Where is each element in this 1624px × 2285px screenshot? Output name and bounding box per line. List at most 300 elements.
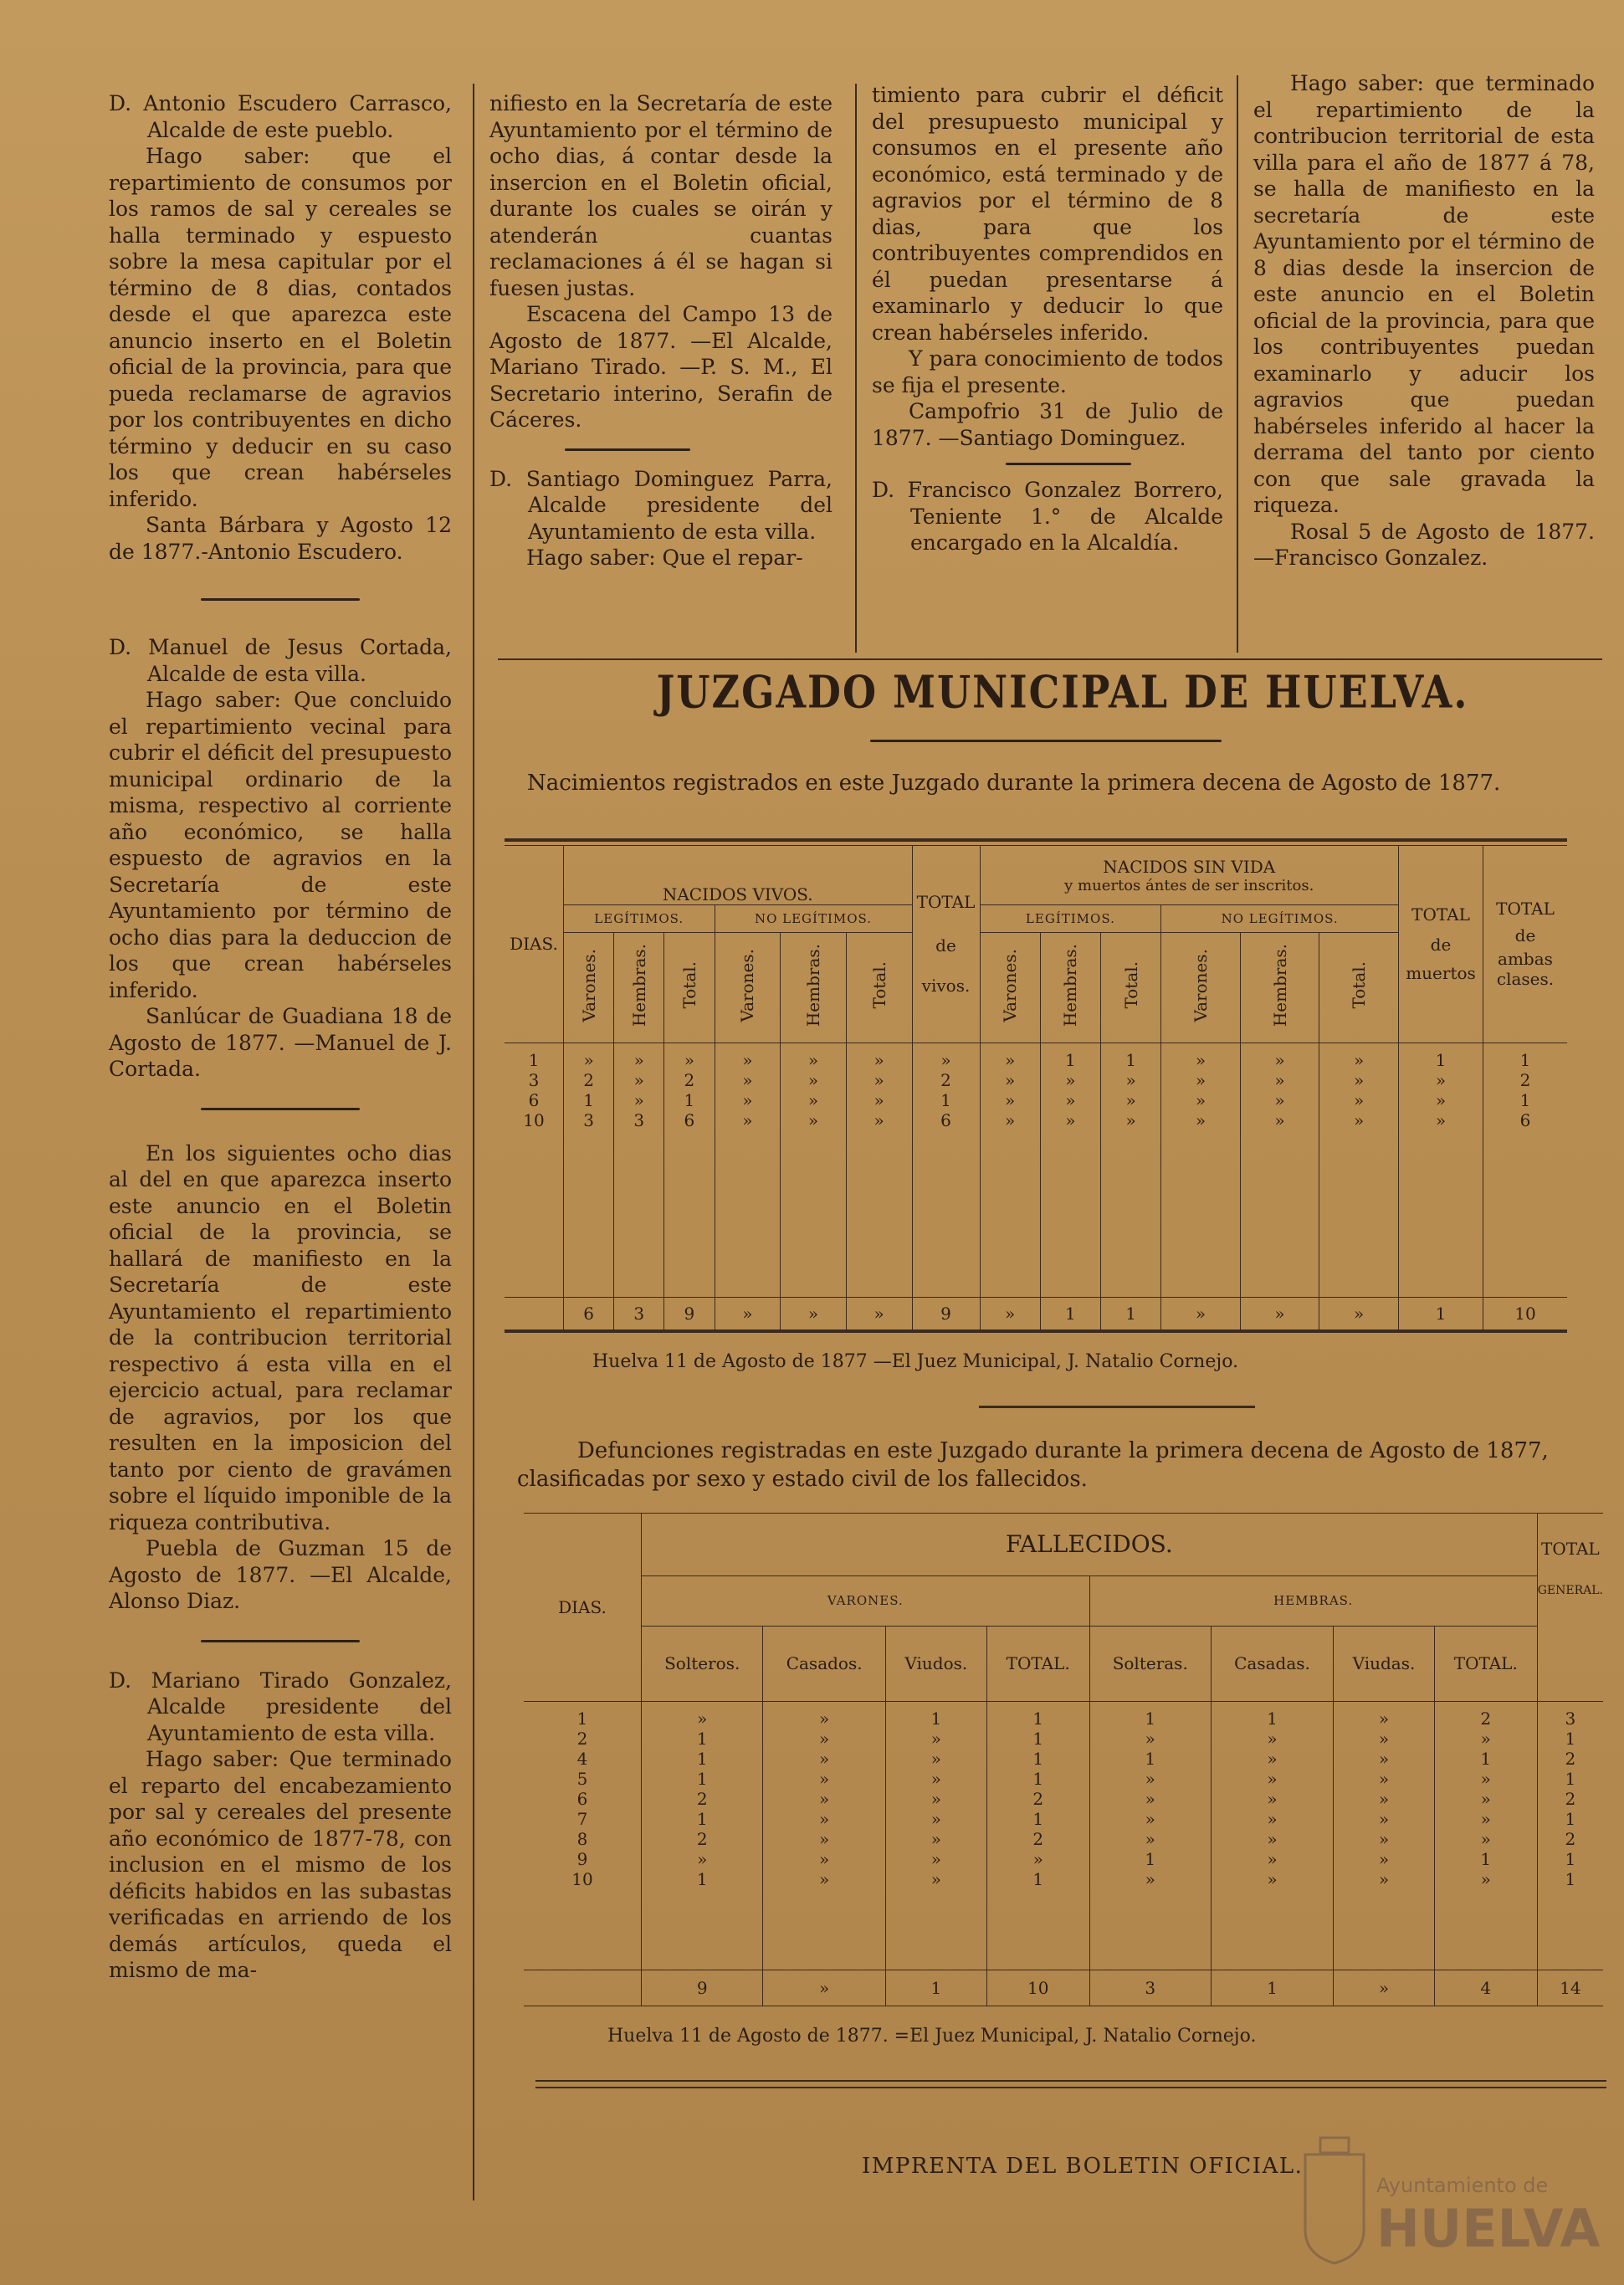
table-cell-value: 1 (684, 1089, 695, 1110)
header-no-legitimos: NO LEGÍTIMOS. (715, 905, 912, 933)
table-cell-value: 3 (1565, 1708, 1576, 1729)
table-cell-value: » (940, 1049, 951, 1070)
notice-tirado (109, 1668, 452, 1984)
header-total-line: TOTAL (916, 892, 976, 913)
separator-rule (565, 448, 690, 451)
seal-text-line1: Ayuntamiento de (1376, 2174, 1549, 2197)
table-cell-value: » (1005, 1089, 1016, 1110)
column-divider (855, 84, 857, 653)
seal-text-line2: HUELVA (1376, 2198, 1601, 2259)
subheader-label: Varones. (737, 948, 758, 1022)
header-line: ambas clases. (1496, 949, 1555, 990)
header-no-legitimos: NO LEGÍTIMOS. (1161, 905, 1399, 933)
table-cell-value: 1 (1435, 1049, 1447, 1070)
table-cell-value: 2 (1565, 1788, 1576, 1809)
notice-body: Hago saber: Que concluido el repartimiento vecinal para cubrir el déficit del presupuesto municipal ordinario de la misma, respectivo al corriente año económico, se halla espuesto de agravios en la Secretaría de este Ayuntamiento por término de ocho dias para la deduccion de los que crean habérseles inferido. (109, 688, 452, 1002)
table-cell-value: 6 (1519, 1109, 1531, 1130)
table-cell-value: » (1195, 1049, 1206, 1070)
total-cell: 1 (1040, 1298, 1100, 1330)
table-cell-value: 3 (633, 1109, 645, 1130)
total-cell: 3 (1089, 1970, 1211, 2006)
dia-value: 2 (576, 1728, 588, 1749)
table-cell-value: » (1267, 1728, 1278, 1749)
table-cell-value: 1 (696, 1728, 708, 1749)
table-cell-value: » (1267, 1828, 1278, 1849)
table-cell-value: » (1267, 1868, 1278, 1889)
subheader-label: Varones. (1000, 948, 1021, 1022)
dia-value: 8 (576, 1828, 588, 1849)
separator-rule (201, 598, 360, 601)
table-cell-value: » (819, 1808, 830, 1829)
table-cell-value: 2 (1480, 1708, 1492, 1729)
table-cell-value: 2 (696, 1828, 708, 1849)
total-cell: 1 (1211, 1970, 1333, 2006)
value-column (1161, 1043, 1241, 1298)
table-cell-value: 2 (1032, 1788, 1044, 1809)
header-nacidos-vivos: NACIDOS VIVOS. (564, 846, 913, 905)
notice-paragraph: Y para conocimiento de todos se fija el presente. (872, 346, 1223, 397)
subheader-cell (846, 932, 912, 1043)
subheader-cell: TOTAL. (986, 1626, 1089, 1701)
total-cell: » (846, 1298, 912, 1330)
notice-body: Hago saber: Que terminado el reparto del encabezamiento por sal y cereales del presente año económico de 1877-78, con inclusion en el mismo de los déficits habidos en las subastas verificadas en arriendo de los demás artículos, queda el mismo de ma- (109, 1747, 452, 1982)
table-cell-value: » (1378, 1828, 1390, 1849)
table-cell-value: » (819, 1748, 830, 1769)
table-cell-value: 1 (1032, 1708, 1044, 1729)
total-cell: 14 (1537, 1970, 1603, 2006)
header-legitimos: LEGÍTIMOS. (564, 905, 715, 933)
notice-body: En los siguientes ocho dias al del en que aparezca inserto este anuncio en el Boletin oficial de la provincia, se hallará de manifiesto en la Secretaría de este Ayuntamiento el repartimiento de la contribucion territorial respectivo á esta villa en el ejercicio actual, para reclamar de agravios, por los que resulten en la imposicion del tanto por ciento de gravámen sobre el líquido imponible de la riqueza contributiva. (109, 1140, 452, 1534)
table-cell-value: 2 (1519, 1069, 1531, 1090)
value-column (1089, 1701, 1211, 1970)
table-cell-value: » (697, 1848, 708, 1869)
table-cell-value: » (1065, 1069, 1076, 1090)
subheader-label: Total. (1349, 961, 1370, 1009)
table-cell-value: 1 (696, 1748, 708, 1769)
totals-label-cell (505, 1298, 564, 1330)
table-cell-value: 1 (1032, 1808, 1044, 1829)
table-cell-value: » (1480, 1828, 1491, 1849)
separator-rule (201, 1108, 360, 1110)
subheader-label: Hembras. (802, 944, 823, 1027)
table-cell-value: » (1435, 1109, 1447, 1130)
table-cell-value: » (1354, 1109, 1365, 1130)
total-cell: 1 (1399, 1298, 1483, 1330)
header-sinvida-sub: y muertos ántes de ser inscritos. (1064, 876, 1314, 894)
subheader-label: Hembras. (1060, 944, 1081, 1027)
table-cell-value: » (1195, 1069, 1206, 1090)
subheader-cell (1161, 932, 1241, 1043)
table-cell-value: » (930, 1868, 941, 1889)
section-title: JUZGADO MUNICIPAL DE HUELVA. (656, 665, 1469, 719)
table-cell-value: 2 (1565, 1828, 1576, 1849)
total-cell: 1 (885, 1970, 986, 2006)
value-column (763, 1701, 885, 1970)
header-total-muertos (1399, 846, 1483, 1043)
table-cell-value: » (930, 1728, 941, 1749)
births-footer: Huelva 11 de Agosto de 1877 —El Juez Municipal, J. Natalio Cornejo. (592, 1351, 1239, 1372)
table-cell-value: 1 (1145, 1708, 1156, 1729)
table-cell-value: » (1145, 1808, 1155, 1829)
subheader-label: Varones. (578, 948, 599, 1022)
table-cell-value: » (819, 1828, 830, 1849)
table-cell-value: » (873, 1049, 884, 1070)
table-cell-value: » (742, 1049, 753, 1070)
table-cell-value: » (1145, 1768, 1155, 1789)
table-cell-value: » (1435, 1089, 1447, 1110)
table-cell-value: 2 (684, 1069, 695, 1090)
table-cell-value: 1 (1032, 1768, 1044, 1789)
table-cell-value: 2 (696, 1788, 708, 1809)
notice-signature: Campofrio 31 de Julio de 1877. —Santiago Dominguez. (872, 399, 1223, 450)
value-column (1240, 1043, 1319, 1298)
table-cell-value: 1 (1565, 1768, 1576, 1789)
table-cell-value: » (873, 1109, 884, 1130)
table-cell-value: 1 (1480, 1848, 1492, 1869)
table-cell-value: » (697, 1708, 708, 1729)
header-line: TOTAL (1411, 904, 1470, 925)
value-column (614, 1043, 664, 1298)
subheader-label: Total. (679, 961, 699, 1009)
table-cell-value: 1 (1267, 1708, 1278, 1729)
dia-value: 10 (523, 1109, 545, 1130)
total-cell: » (1334, 1970, 1435, 2006)
header-line: de (1430, 935, 1452, 955)
header-nacidos-sin-vida (980, 846, 1399, 905)
table-cell-value: 1 (696, 1808, 708, 1829)
header-varones: VARONES. (642, 1575, 1090, 1626)
table-cell-value: » (1005, 1109, 1016, 1130)
table-cell-value: » (1274, 1089, 1285, 1110)
header-line: de (1514, 925, 1536, 946)
subheader-cell (664, 932, 715, 1043)
notice-cortada (109, 634, 452, 1083)
column-1 (109, 90, 452, 1992)
dia-value: 3 (528, 1069, 540, 1090)
table-cell-value: » (1435, 1069, 1447, 1090)
notice-escudero (109, 90, 452, 565)
table-cell-value: » (1378, 1848, 1390, 1869)
dias-column (505, 1043, 564, 1298)
section-rule (979, 1406, 1255, 1408)
notice-body: Hago saber: que terminado el repartimiento de la contribucion territorial de esta villa para el año de 1877 á 78, se halla de manifiesto en la secretaría de este Ayuntamiento por el término de 8 dias desde la insercion de este anuncio en el Boletin oficial de la provincia, para que los contribuyentes puedan examinarlo y aducir los agravios que puedan habérseles inferido al hacer la derrama del tanto por ciento con que sale gravada la riqueza. (1253, 71, 1595, 517)
table-cell-value: 1 (1565, 1808, 1576, 1829)
table-cell-value: » (1267, 1788, 1278, 1809)
table-cell-value: » (807, 1069, 819, 1090)
dia-value: 1 (576, 1708, 588, 1729)
table-cell-value: » (1125, 1109, 1136, 1130)
table-cell-value: » (742, 1089, 753, 1110)
table-cell-value: » (633, 1089, 644, 1110)
subheader-cell: Casadas. (1211, 1626, 1333, 1701)
table-cell-value: 3 (583, 1109, 594, 1130)
notice-diaz (109, 1140, 452, 1615)
subheader-cell: Solteras. (1089, 1626, 1211, 1701)
header-line: TOTAL (1541, 1539, 1600, 1559)
notice-continuation: timiento para cubrir el déficit del presupuesto municipal y consumos en el presente año económico, está terminado y de agravios por el término de 8 dias, para que los contribuyentes comprendidos en él puedan presentarse á examinarlo y deducir lo que crean habérseles inferido. (872, 83, 1223, 345)
total-cell: 3 (614, 1298, 664, 1330)
dia-value: 1 (528, 1049, 540, 1070)
header-dias: DIAS. (505, 846, 564, 1043)
value-column (1399, 1043, 1483, 1298)
dia-value: 9 (576, 1848, 588, 1869)
notice-signature: Puebla de Guzman 15 de Agosto de 1877. —El Alcalde, Alonso Diaz. (109, 1536, 452, 1613)
table-cell-value: » (1378, 1748, 1390, 1769)
births-totals-row (505, 1298, 1567, 1330)
notice-signature: Santa Bárbara y Agosto 12 de 1877.-Antonio Escudero. (109, 513, 452, 564)
column-divider (473, 84, 474, 2200)
table-cell-value: » (1145, 1728, 1155, 1749)
dias-column (524, 1701, 642, 1970)
table-bottom-rule (505, 1330, 1567, 1333)
notice-body: Hago saber: que el repartimiento de consumos por los ramos de sal y cereales se halla terminado y espuesto sobre la mesa capitular por el término de 8 dias, contados desde el que aparezca este anuncio inserto en el Boletin oficial de la provincia, para que pueda reclamarse de agravios por los contribuyentes en dicho término y deducir en su caso los que crean habérseles inferido. (109, 144, 452, 511)
value-column (781, 1043, 847, 1298)
dia-value: 6 (528, 1089, 540, 1110)
table-cell-value: » (1145, 1788, 1155, 1809)
value-column (1483, 1043, 1568, 1298)
table-cell-value: 1 (1145, 1848, 1156, 1869)
subheader-label: Total. (1120, 961, 1141, 1009)
value-column (1537, 1701, 1603, 1970)
table-cell-value: » (1005, 1069, 1016, 1090)
table-cell-value: » (1125, 1069, 1136, 1090)
deaths-body-row (524, 1701, 1603, 1970)
deaths-footer: Huelva 11 de Agosto de 1877. =El Juez Municipal, J. Natalio Cornejo. (607, 2026, 1257, 2047)
table-cell-value: 1 (1065, 1049, 1076, 1070)
table-cell-value: 1 (1565, 1868, 1576, 1889)
subheader-cell (1101, 932, 1161, 1043)
header-total-general (1537, 1514, 1603, 1702)
births-caption: Nacimientos registrados en este Juzgado durante la primera decena de Agosto de 1877. (527, 771, 1501, 796)
notice-heading: D. Santiago Dominguez Parra, Alcalde presidente del Ayuntamiento de esta villa. (489, 466, 832, 544)
table-cell-value: 1 (1565, 1728, 1576, 1749)
subheader-label: Hembras. (1269, 944, 1290, 1027)
total-cell: » (715, 1298, 781, 1330)
table-cell-value: 1 (930, 1708, 942, 1729)
table-cell-value: » (1378, 1708, 1390, 1729)
table-cell-value: 6 (684, 1109, 695, 1130)
table-cell-value: 1 (1125, 1049, 1136, 1070)
value-column (912, 1043, 980, 1298)
notice-body: Hago saber: Que el repar- (526, 546, 803, 570)
deaths-subheader-row (524, 1626, 1603, 1701)
table-cell-value: 1 (1032, 1728, 1044, 1749)
table-cell-value: 2 (1032, 1828, 1044, 1849)
table-cell-value: » (1274, 1069, 1285, 1090)
table-cell-value: » (1354, 1089, 1365, 1110)
subheader-cell (1240, 932, 1319, 1043)
table-cell-value: » (873, 1069, 884, 1090)
total-cell: » (1240, 1298, 1319, 1330)
table-top-rule (505, 838, 1567, 842)
subheader-cell (564, 932, 614, 1043)
dia-value: 4 (576, 1748, 588, 1769)
table-cell-value: » (1032, 1848, 1043, 1869)
table-cell-value: 1 (1519, 1089, 1531, 1110)
table-cell-value: 2 (1565, 1748, 1576, 1769)
dia-value: 5 (576, 1768, 588, 1789)
header-de-line: de (935, 935, 956, 956)
column-divider (1237, 75, 1238, 653)
notice-continuation: nifiesto en la Secretaría de este Ayuntamiento por el término de ocho dias, á contar desde la insercion en el Boletin oficial, durante los cuales se oirán y atenderán cuantas reclamaciones á él se hagan si fuesen justas. (489, 91, 832, 300)
total-cell: 9 (912, 1298, 980, 1330)
table-cell-value: » (1354, 1069, 1365, 1090)
table-cell-value: » (1378, 1868, 1390, 1889)
table-cell-value: 1 (1032, 1868, 1044, 1889)
value-column (846, 1043, 912, 1298)
column-4 (1253, 70, 1595, 571)
section-rule (498, 658, 1602, 660)
table-cell-value: » (742, 1109, 753, 1130)
total-cell: » (1161, 1298, 1241, 1330)
column-2 (489, 90, 832, 571)
table-cell-value: » (930, 1828, 941, 1849)
table-cell-value: » (633, 1069, 644, 1090)
header-vivos-line: vivos. (921, 976, 971, 996)
table-cell-value: » (1354, 1049, 1365, 1070)
deaths-caption-line1: Defunciones registradas en este Juzgado durante la primera decena de Agosto de 1877, (577, 1438, 1549, 1463)
table-cell-value: » (930, 1768, 941, 1789)
value-column (1319, 1043, 1399, 1298)
dia-value: 7 (576, 1808, 588, 1829)
subheader-label: Hembras. (628, 944, 649, 1027)
value-column (885, 1701, 986, 1970)
table-cell-value: » (819, 1768, 830, 1789)
table-cell-value: » (1480, 1788, 1491, 1809)
total-cell: » (980, 1298, 1040, 1330)
deaths-table (524, 1513, 1603, 2006)
dia-value: 6 (576, 1788, 588, 1809)
subheader-cell: TOTAL. (1434, 1626, 1537, 1701)
subheader-cell: Viudas. (1334, 1626, 1435, 1701)
section-rule (535, 2080, 1606, 2082)
table-cell-value: » (1125, 1089, 1136, 1110)
total-cell: 9 (642, 1970, 763, 2006)
header-legitimos: LEGÍTIMOS. (980, 905, 1161, 933)
table-cell-value: » (1195, 1109, 1206, 1130)
value-column (664, 1043, 715, 1298)
section-rule (535, 2087, 1606, 2088)
subheader-cell (1319, 932, 1399, 1043)
table-cell-value: » (807, 1109, 819, 1130)
table-cell-value: » (1195, 1089, 1206, 1110)
table-cell-value: » (684, 1049, 695, 1070)
value-column (715, 1043, 781, 1298)
table-cell-value: 1 (1519, 1049, 1531, 1070)
header-fallecidos: FALLECIDOS. (642, 1514, 1538, 1576)
value-column (1211, 1701, 1333, 1970)
table-cell-value: 1 (583, 1089, 594, 1110)
total-cell: 4 (1434, 1970, 1537, 2006)
table-cell-value: 6 (940, 1109, 951, 1130)
table-cell-value: » (742, 1069, 753, 1090)
value-column (980, 1043, 1040, 1298)
ayuntamiento-seal-logo (1288, 2129, 1601, 2272)
table-cell-value: » (1274, 1109, 1285, 1130)
subheader-label: Varones. (1191, 948, 1212, 1022)
value-column (986, 1701, 1089, 1970)
subheader-label: Total. (868, 961, 889, 1009)
table-cell-value: » (819, 1868, 830, 1889)
dia-value: 10 (571, 1868, 593, 1889)
table-cell-value: » (819, 1788, 830, 1809)
table-cell-value: » (930, 1788, 941, 1809)
header-line: GENERAL. (1537, 1584, 1603, 1597)
table-cell-value: » (1480, 1808, 1491, 1829)
table-cell-value: » (1378, 1728, 1390, 1749)
value-column (1434, 1701, 1537, 1970)
title-ornament (870, 740, 1222, 742)
notice-signature: Rosal 5 de Agosto de 1877. —Francisco Gonzalez. (1253, 519, 1595, 570)
table-cell-value: 2 (583, 1069, 594, 1090)
table-cell-value: 1 (1565, 1848, 1576, 1869)
header-line: muertos (1406, 963, 1476, 984)
total-cell: 1 (1101, 1298, 1161, 1330)
table-cell-value: 1 (696, 1768, 708, 1789)
table-cell-value: » (819, 1708, 830, 1729)
table-cell-value: » (1005, 1049, 1016, 1070)
value-column (642, 1701, 763, 1970)
births-table (505, 845, 1567, 1330)
table-cell-value: » (873, 1089, 884, 1110)
subheader-cell (980, 932, 1040, 1043)
total-cell: » (781, 1298, 847, 1330)
table-cell-value: » (1274, 1049, 1285, 1070)
table-cell-value: 1 (1480, 1748, 1492, 1769)
header-total-vivos (912, 846, 980, 1043)
total-cell: 9 (664, 1298, 715, 1330)
value-column (1101, 1043, 1161, 1298)
subheader-cell (1040, 932, 1100, 1043)
table-cell-value: 1 (1145, 1748, 1156, 1769)
value-column (1334, 1701, 1435, 1970)
table-cell-value: » (819, 1848, 830, 1869)
total-cell: 10 (1483, 1298, 1568, 1330)
table-cell-value: 1 (696, 1868, 708, 1889)
total-cell: 10 (986, 1970, 1089, 2006)
header-total-ambas (1483, 846, 1568, 1043)
subheader-cell: Solteros. (642, 1626, 763, 1701)
table-cell-value: » (1378, 1808, 1390, 1829)
table-cell-value: » (1267, 1848, 1278, 1869)
header-sinvida-line: NACIDOS SIN VIDA (1103, 856, 1276, 877)
table-cell-value: » (1267, 1808, 1278, 1829)
table-cell-value: » (1267, 1748, 1278, 1769)
subheader-cell (781, 932, 847, 1043)
subheader-cell (715, 932, 781, 1043)
table-cell-value: » (583, 1049, 594, 1070)
notice-heading: D. Francisco Gonzalez Borrero, Teniente 1.° de Alcalde encargado en la Alcaldía. (872, 478, 1223, 555)
notice-heading: D. Mariano Tirado Gonzalez, Alcalde presidente del Ayuntamiento de esta villa. (109, 1668, 452, 1745)
table-cell-value: » (1145, 1868, 1155, 1889)
table-cell-value: » (1480, 1768, 1491, 1789)
table-cell-value: » (1145, 1828, 1155, 1849)
table-cell-value: 1 (940, 1089, 951, 1110)
table-cell-value: » (1480, 1728, 1491, 1749)
table-cell-value: » (1378, 1788, 1390, 1809)
subheader-cell (614, 932, 664, 1043)
table-cell-value: » (930, 1808, 941, 1829)
printer-imprint: IMPRENTA DEL BOLETIN OFICIAL. (862, 2154, 1304, 2179)
deaths-totals-row (524, 1970, 1603, 2006)
notice-signature: Sanlúcar de Guadiana 18 de Agosto de 1877. —Manuel de J. Cortada. (109, 1004, 452, 1081)
table-cell-value: » (819, 1728, 830, 1749)
table-cell-value: » (1267, 1768, 1278, 1789)
table-cell-value: 1 (1032, 1748, 1044, 1769)
separator-rule (1006, 463, 1131, 465)
notice-heading: D. Manuel de Jesus Cortada, Alcalde de esta villa. (109, 635, 452, 686)
value-column (564, 1043, 614, 1298)
